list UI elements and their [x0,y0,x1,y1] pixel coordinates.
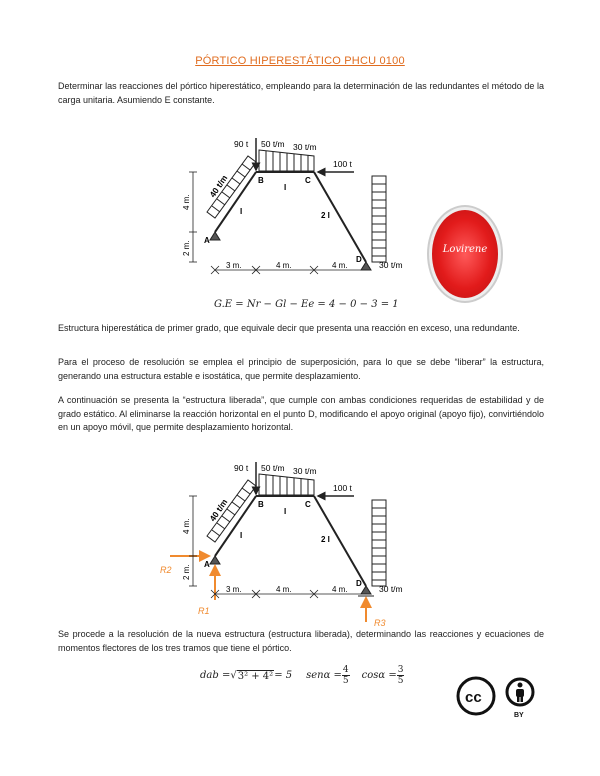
inertia-bc-label: I [284,507,287,516]
dim-3h-label: 3 m. [226,261,242,270]
load-90-label: 90 t [234,463,249,473]
cos-numerator: 3 [397,665,404,675]
dim-4h1-label: 4 m. [276,585,292,594]
load-40-label: 40 t/m [207,497,230,524]
author-logo [432,210,498,298]
paragraph-redundant: Estructura hiperestática de primer grado, que equivale decir que presenta una reacción en exceso, una redundante. [58,323,520,333]
dim-4h2-label: 4 m. [332,261,348,270]
inertia-cd-label: 2 I [321,535,330,544]
dim-2v-label: 2 m. [182,240,191,256]
node-b-label: B [258,176,264,185]
load-30-right-label: 30 t/m [379,260,403,270]
dab-rhs: = 5 [274,670,293,681]
sen-numerator: 4 [342,665,349,675]
dim-2v-label: 2 m. [182,564,191,580]
cos-fraction [397,665,405,686]
node-a-label: A [204,560,210,569]
node-c-label: C [305,500,311,509]
paragraph-superposition: Para el proceso de resolución se emplea el principio de superposición, para lo que se debe “liberar” la estructura, generando una estructura estable e isostática, que permite desplazamiento. [58,357,544,381]
node-a-label: A [204,236,210,245]
dim-4h2-label: 4 m. [332,585,348,594]
cos-denominator: 5 [397,676,404,686]
dim-4v-label: 4 m. [182,194,191,210]
author-logo-text: Lovirene [442,244,488,255]
load-30-label: 30 t/m [293,466,317,476]
sen-fraction [342,665,350,686]
load-100-label: 100 t [333,159,352,169]
inertia-bc-label: I [284,183,287,192]
paragraph-released-structure: A continuación se presenta la “estructura liberada”, que cumple con ambas condiciones requeridas de estabilidad y de grado estático. Al eliminarse la reacción horizontal en el punto D, modificando el apoyo original (apoyo fijo), convirtiéndolo en un apoyo móvil, que permite desplazamiento horizontal. [58,395,544,432]
load-30-label: 30 t/m [293,142,317,152]
load-40-label: 40 t/m [207,173,230,200]
node-d-label: D [356,579,362,588]
reaction-r2-label: R2 [160,565,172,575]
cos-lhs: cosα = [361,670,397,681]
node-d-label: D [356,255,362,264]
inertia-cd-label: 2 I [321,211,330,220]
load-50-label: 50 t/m [261,463,285,473]
load-30-right-label: 30 t/m [379,584,403,594]
reaction-r1-label: R1 [198,606,210,616]
trig-equations [200,665,404,686]
node-c-label: C [305,176,311,185]
reaction-r3-label: R3 [374,618,386,628]
load-90-label: 90 t [234,139,249,149]
cc-license-badge [456,676,536,720]
sen-lhs: senα = [306,670,342,681]
page-title: PÓRTICO HIPERESTÁTICO PHCU 0100 [195,55,405,67]
inertia-ab-label: I [240,531,243,540]
intro-paragraph: Determinar las reacciones del pórtico hiperestático, empleando para la determinación de las redundantes el método de la carga unitaria. Asumiendo E constante. [58,81,544,105]
dab-radicand: 3² + 4² [237,670,274,682]
dim-4v-label: 4 m. [182,518,191,534]
load-100-label: 100 t [333,483,352,493]
svg-text:cc: cc [465,689,482,706]
paragraph-resolution: Se procede a la resolución de la nueva estructura (estructura liberada), determinando las reacciones y ecuaciones de momentos flectores de los tres tramos que tiene el pórtico. [58,629,544,653]
load-50-label: 50 t/m [261,139,285,149]
sqrt-icon: √ [230,670,237,681]
sen-denominator: 5 [342,676,349,686]
dim-4h1-label: 4 m. [276,261,292,270]
inertia-ab-label: I [240,207,243,216]
node-b-label: B [258,500,264,509]
dim-3h-label: 3 m. [226,585,242,594]
by-label: BY [514,712,524,719]
ge-equation: G.E = Nr − Gl − Ee = 4 − 0 − 3 = 1 [214,299,399,310]
dab-lhs: dab = [200,670,231,681]
